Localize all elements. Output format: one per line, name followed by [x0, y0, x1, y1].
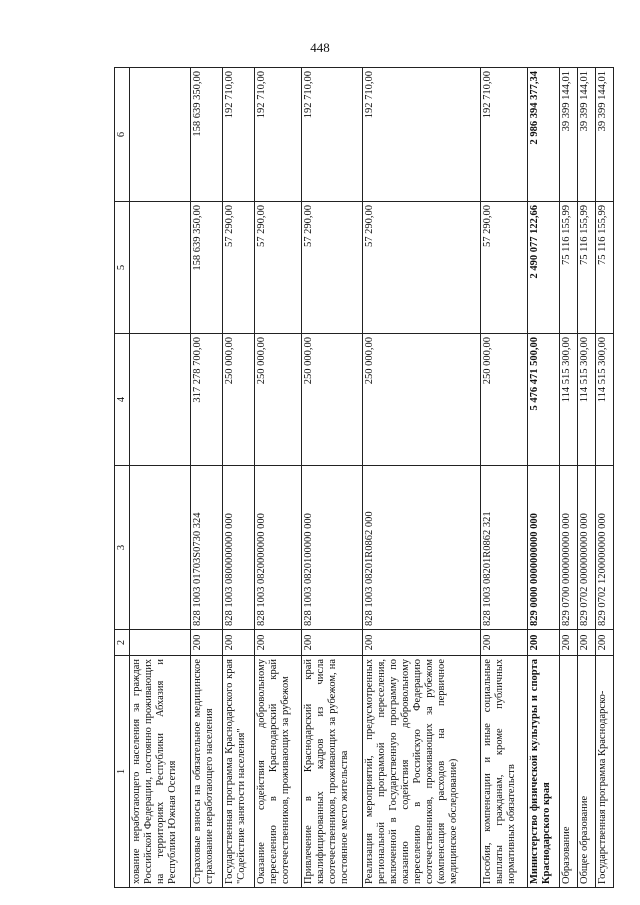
budget-table	[114, 67, 614, 888]
table-cell: 250 000,00	[302, 334, 363, 466]
header-cell: 1	[115, 656, 130, 888]
table-cell: 200	[596, 630, 614, 656]
table-cell: 192 710,00	[255, 68, 302, 202]
table-cell: хование неработающего населения за граждан Российской Федерации, постоянно проживающих на территориях Республики Абхазия и Республики Южная Осетия	[130, 656, 191, 888]
header-row	[115, 68, 130, 888]
table-cell: Общее образование	[578, 656, 596, 888]
table-row	[560, 68, 578, 888]
table-cell: 828 1003 08201R0862 000	[363, 466, 481, 630]
table-cell: 192 710,00	[302, 68, 363, 202]
table-cell	[130, 334, 191, 466]
header-cell: 2	[115, 630, 130, 656]
table-cell: 200	[578, 630, 596, 656]
header-cell: 5	[115, 202, 130, 334]
table-cell: Государственная программа Краснодарско-	[596, 656, 614, 888]
table-cell: 829 0700 0000000000 000	[560, 466, 578, 630]
table-cell: 75 116 155,99	[578, 202, 596, 334]
table-cell: 828 1003 0820000000 000	[255, 466, 302, 630]
table-cell: 2 986 394 377,34	[527, 68, 559, 202]
table-cell: 200	[255, 630, 302, 656]
table-cell: 200	[527, 630, 559, 656]
table-cell	[130, 466, 191, 630]
table-row	[596, 68, 614, 888]
table-cell: 57 290,00	[302, 202, 363, 334]
table-cell: Министерство физической культуры и спорта Краснодарского края	[527, 656, 559, 888]
table-row	[190, 68, 222, 888]
table-cell: 39 399 144,01	[560, 68, 578, 202]
table-cell: Государственная программа Краснодарского края "Содействие занятости населения"	[223, 656, 255, 888]
table-cell: 200	[223, 630, 255, 656]
table-cell: 39 399 144,01	[596, 68, 614, 202]
table-cell: 200	[363, 630, 481, 656]
header-cell: 4	[115, 334, 130, 466]
table-cell: Образование	[560, 656, 578, 888]
table-row	[255, 68, 302, 888]
table-cell: 200	[302, 630, 363, 656]
table-cell: 57 290,00	[223, 202, 255, 334]
table-row	[130, 68, 191, 888]
table-row	[302, 68, 363, 888]
table-cell: 114 515 300,00	[578, 334, 596, 466]
table-cell: Пособия, компенсации и иные социальные выплаты гражданам, кроме публичных нормативных обязательств	[481, 656, 528, 888]
table-cell: 250 000,00	[255, 334, 302, 466]
table-cell: 158 639 350,00	[190, 68, 222, 202]
table-cell: 75 116 155,99	[560, 202, 578, 334]
table-cell: 828 1003 0800000000 000	[223, 466, 255, 630]
table-cell: 828 1003 0820100000 000	[302, 466, 363, 630]
table-cell: 2 490 077 122,66	[527, 202, 559, 334]
table-cell: 192 710,00	[481, 68, 528, 202]
header-cell: 6	[115, 68, 130, 202]
table-row	[481, 68, 528, 888]
table-cell: 192 710,00	[223, 68, 255, 202]
table-cell: Реализация мероприятий, предусмотренных региональной программой переселения, включенной в Государственную программу по оказанию содействия добровольному переселению в Российскую Федерацию соотечественников, проживающих за рубежом (компенсация расходов на первичное медицинское обследование)	[363, 656, 481, 888]
table-cell: 158 639 350,00	[190, 202, 222, 334]
rotated-table-container	[114, 68, 614, 888]
table-row	[578, 68, 596, 888]
table-row	[363, 68, 481, 888]
header-cell: 3	[115, 466, 130, 630]
table-cell: 250 000,00	[223, 334, 255, 466]
table-cell: 200	[560, 630, 578, 656]
table-cell: 192 710,00	[363, 68, 481, 202]
table-cell: 75 116 155,99	[596, 202, 614, 334]
table-cell: 57 290,00	[481, 202, 528, 334]
table-cell: 57 290,00	[363, 202, 481, 334]
table-cell: 5 476 471 500,00	[527, 334, 559, 466]
table-cell: Привлечение в Краснодарский край квалифицированных кадров из числа соотечественников, проживающих за рубежом, на постоянное место жительства	[302, 656, 363, 888]
page-number: 448	[310, 40, 330, 55]
table-row	[527, 68, 559, 888]
table-cell: 200	[190, 630, 222, 656]
table-cell: 114 515 300,00	[596, 334, 614, 466]
table-cell: 829 0000 0000000000 000	[527, 466, 559, 630]
table-cell: 317 278 700,00	[190, 334, 222, 466]
table-cell: Страховые взносы на обязательное медицинское страхование неработающего населения	[190, 656, 222, 888]
table-cell: 250 000,00	[363, 334, 481, 466]
table-cell	[130, 202, 191, 334]
table-cell: 200	[481, 630, 528, 656]
table-cell: 39 399 144,01	[578, 68, 596, 202]
table-cell: 828 1003 01703S0730 324	[190, 466, 222, 630]
table-cell: 829 0702 0000000000 000	[578, 466, 596, 630]
table-cell: 57 290,00	[255, 202, 302, 334]
table-cell	[130, 630, 191, 656]
table-cell	[130, 68, 191, 202]
table-cell: Оказание содействия добровольному переселению в Краснодарский край соотечественников, проживающих за рубежом	[255, 656, 302, 888]
table-cell: 250 000,00	[481, 334, 528, 466]
table-cell: 828 1003 08201R0862 321	[481, 466, 528, 630]
table-cell: 114 515 300,00	[560, 334, 578, 466]
table-row	[223, 68, 255, 888]
table-cell: 829 0702 1200000000 000	[596, 466, 614, 630]
